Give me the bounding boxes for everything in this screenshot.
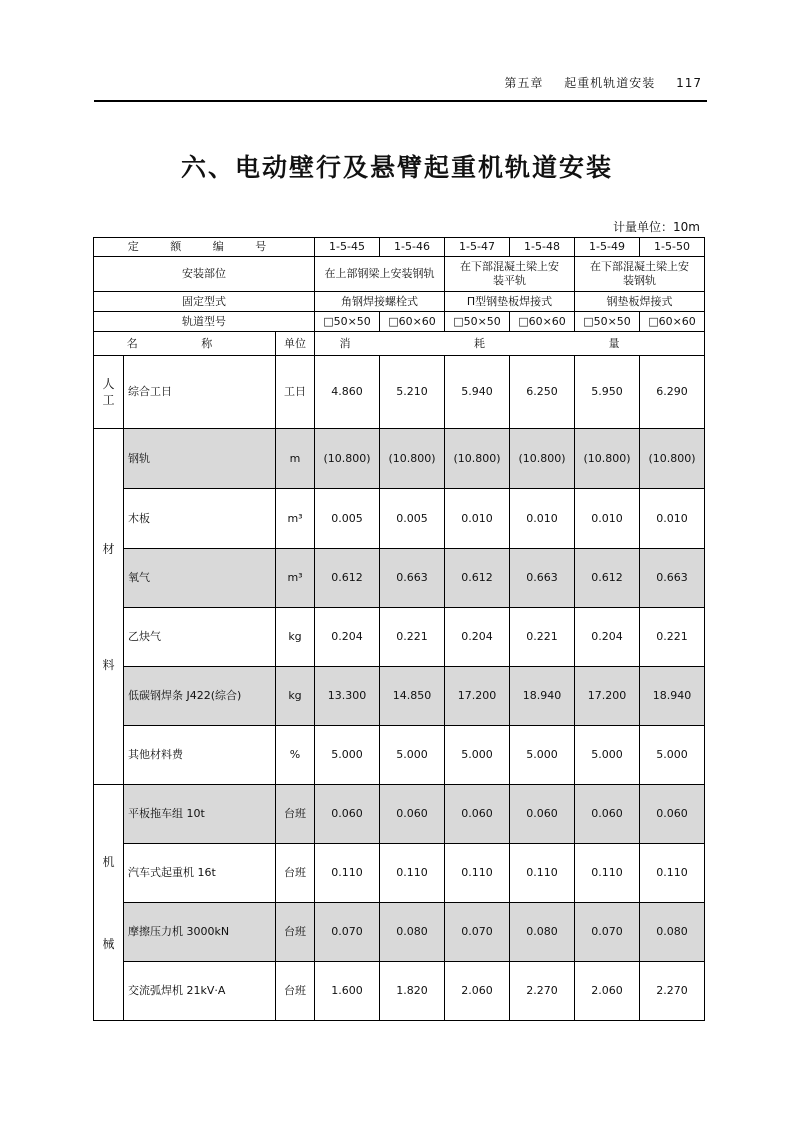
rail-type: □60×60 xyxy=(640,312,705,332)
resource-unit: kg xyxy=(276,608,315,667)
consumption-value: 5.000 xyxy=(575,726,640,785)
resource-unit: % xyxy=(276,726,315,785)
resource-name: 氧气 xyxy=(124,549,276,608)
running-head xyxy=(488,74,702,91)
consumption-value: 18.940 xyxy=(510,667,575,726)
resource-name: 其他材料费 xyxy=(124,726,276,785)
rail-type: □60×60 xyxy=(380,312,445,332)
consumption-value: 0.005 xyxy=(380,489,445,549)
consumption-value: (10.800) xyxy=(640,429,705,489)
resource-name: 摩擦压力机 3000kN xyxy=(124,903,276,962)
resource-name: 交流弧焊机 21kV·A xyxy=(124,962,276,1021)
consumption-value: 2.060 xyxy=(445,962,510,1021)
name-column-header: 名 称 xyxy=(94,332,276,356)
category-label-bottom: 械 xyxy=(102,936,115,951)
install-part-row xyxy=(94,257,705,292)
resource-unit: 台班 xyxy=(276,903,315,962)
resource-unit: m³ xyxy=(276,549,315,608)
consumption-value: 0.060 xyxy=(315,785,380,844)
consumption-value: (10.800) xyxy=(510,429,575,489)
resource-row xyxy=(94,608,705,667)
consumption-value: 0.070 xyxy=(575,903,640,962)
consumption-value: 14.850 xyxy=(380,667,445,726)
consumption-value: (10.800) xyxy=(575,429,640,489)
consumption-value: 6.290 xyxy=(640,356,705,429)
resource-row xyxy=(94,429,705,489)
consumption-value: 0.010 xyxy=(575,489,640,549)
quota-code: 1-5-49 xyxy=(575,238,640,257)
consumption-value: (10.800) xyxy=(380,429,445,489)
resource-row xyxy=(94,489,705,549)
consumption-value: 0.060 xyxy=(510,785,575,844)
resource-name: 木板 xyxy=(124,489,276,549)
resource-unit: 台班 xyxy=(276,785,315,844)
resource-name: 低碳钢焊条 J422(综合) xyxy=(124,667,276,726)
consumption-value: 5.000 xyxy=(445,726,510,785)
header-rule xyxy=(94,100,707,102)
consumption-value: 5.210 xyxy=(380,356,445,429)
fixing-label: 固定型式 xyxy=(94,292,315,312)
quota-code: 1-5-50 xyxy=(640,238,705,257)
resource-row xyxy=(94,844,705,903)
consumption-value: 13.300 xyxy=(315,667,380,726)
column-header-row xyxy=(94,332,705,356)
resource-name: 钢轨 xyxy=(124,429,276,489)
consumption-value: 0.663 xyxy=(380,549,445,608)
consumption-value: 5.940 xyxy=(445,356,510,429)
category-label: 人 工 xyxy=(94,356,124,429)
resource-name: 平板拖车组 10t xyxy=(124,785,276,844)
rail-type: □50×50 xyxy=(315,312,380,332)
consumption-value: 6.250 xyxy=(510,356,575,429)
consumption-value: 17.200 xyxy=(445,667,510,726)
resource-name: 乙炔气 xyxy=(124,608,276,667)
consumption-value: 5.000 xyxy=(510,726,575,785)
consumption-value: 0.070 xyxy=(445,903,510,962)
category-label xyxy=(94,785,124,1021)
category-label-top: 材 xyxy=(102,541,115,556)
quota-code: 1-5-47 xyxy=(445,238,510,257)
resource-unit: 台班 xyxy=(276,844,315,903)
consumption-value: 5.000 xyxy=(315,726,380,785)
quota-table xyxy=(93,237,705,1021)
rail-type-label: 轨道型号 xyxy=(94,312,315,332)
consumption-header: 消 耗 量 xyxy=(315,332,705,356)
resource-unit: kg xyxy=(276,667,315,726)
consumption-value: 0.204 xyxy=(315,608,380,667)
resource-row xyxy=(94,356,705,429)
consumption-value: 2.270 xyxy=(640,962,705,1021)
consumption-value: 0.010 xyxy=(510,489,575,549)
consumption-value: 0.070 xyxy=(315,903,380,962)
consumption-value: 1.600 xyxy=(315,962,380,1021)
quota-code: 1-5-45 xyxy=(315,238,380,257)
resource-name: 汽车式起重机 16t xyxy=(124,844,276,903)
fixing-type: 钢垫板焊接式 xyxy=(575,292,705,312)
section-title: 六、电动壁行及悬臂起重机轨道安装 xyxy=(180,153,613,182)
consumption-value: 0.221 xyxy=(380,608,445,667)
consumption-value: 0.060 xyxy=(445,785,510,844)
quota-code-row xyxy=(94,238,705,257)
consumption-value: 0.005 xyxy=(315,489,380,549)
consumption-value: 0.612 xyxy=(445,549,510,608)
consumption-value: (10.800) xyxy=(445,429,510,489)
resource-row xyxy=(94,903,705,962)
resource-unit: m³ xyxy=(276,489,315,549)
consumption-value: 0.010 xyxy=(640,489,705,549)
quota-code: 1-5-46 xyxy=(380,238,445,257)
chapter-number: 第五章 xyxy=(504,76,544,90)
resource-row xyxy=(94,667,705,726)
consumption-value: 0.060 xyxy=(640,785,705,844)
consumption-value: (10.800) xyxy=(315,429,380,489)
rail-type: □50×50 xyxy=(445,312,510,332)
resource-row xyxy=(94,549,705,608)
consumption-value: 0.110 xyxy=(445,844,510,903)
resource-row xyxy=(94,726,705,785)
consumption-value: 4.860 xyxy=(315,356,380,429)
resource-row xyxy=(94,785,705,844)
unit-note: 计量单位：10m xyxy=(613,220,700,234)
category-label-bottom: 料 xyxy=(102,657,115,672)
fixing-row xyxy=(94,292,705,312)
consumption-value: 5.000 xyxy=(380,726,445,785)
consumption-value: 0.221 xyxy=(510,608,575,667)
consumption-value: 0.110 xyxy=(380,844,445,903)
rail-type: □50×50 xyxy=(575,312,640,332)
resource-unit: 工日 xyxy=(276,356,315,429)
unit-column-header: 单位 xyxy=(276,332,315,356)
consumption-value: 0.010 xyxy=(445,489,510,549)
category-label xyxy=(94,429,124,785)
quota-code: 1-5-48 xyxy=(510,238,575,257)
chapter-title: 起重机轨道安装 xyxy=(564,76,656,90)
consumption-value: 0.110 xyxy=(640,844,705,903)
consumption-value: 0.221 xyxy=(640,608,705,667)
consumption-value: 18.940 xyxy=(640,667,705,726)
install-part: 在上部钢梁上安装钢轨 xyxy=(315,257,445,292)
resource-unit: m xyxy=(276,429,315,489)
consumption-value: 0.204 xyxy=(575,608,640,667)
consumption-value: 0.110 xyxy=(510,844,575,903)
rail-type-row xyxy=(94,312,705,332)
resource-name: 综合工日 xyxy=(124,356,276,429)
consumption-value: 0.080 xyxy=(380,903,445,962)
fixing-type: 角钢焊接螺栓式 xyxy=(315,292,445,312)
consumption-value: 0.663 xyxy=(640,549,705,608)
consumption-value: 0.080 xyxy=(640,903,705,962)
consumption-value: 2.060 xyxy=(575,962,640,1021)
consumption-value: 0.663 xyxy=(510,549,575,608)
resource-row xyxy=(94,962,705,1021)
category-label-top: 机 xyxy=(102,854,115,869)
consumption-value: 0.612 xyxy=(315,549,380,608)
resource-unit: 台班 xyxy=(276,962,315,1021)
install-part-label: 安装部位 xyxy=(94,257,315,292)
consumption-value: 0.204 xyxy=(445,608,510,667)
consumption-value: 2.270 xyxy=(510,962,575,1021)
page-number: 117 xyxy=(676,76,702,90)
consumption-value: 0.110 xyxy=(315,844,380,903)
quota-no-label: 定 额 编 号 xyxy=(94,238,315,257)
consumption-value: 1.820 xyxy=(380,962,445,1021)
consumption-value: 0.110 xyxy=(575,844,640,903)
consumption-value: 0.060 xyxy=(380,785,445,844)
install-part: 在下部混凝土梁上安装平轨 xyxy=(445,257,575,292)
install-part: 在下部混凝土梁上安装钢轨 xyxy=(575,257,705,292)
consumption-value: 5.000 xyxy=(640,726,705,785)
consumption-value: 5.950 xyxy=(575,356,640,429)
consumption-value: 0.060 xyxy=(575,785,640,844)
fixing-type: Π型钢垫板焊接式 xyxy=(445,292,575,312)
consumption-value: 0.080 xyxy=(510,903,575,962)
consumption-value: 0.612 xyxy=(575,549,640,608)
consumption-value: 17.200 xyxy=(575,667,640,726)
rail-type: □60×60 xyxy=(510,312,575,332)
